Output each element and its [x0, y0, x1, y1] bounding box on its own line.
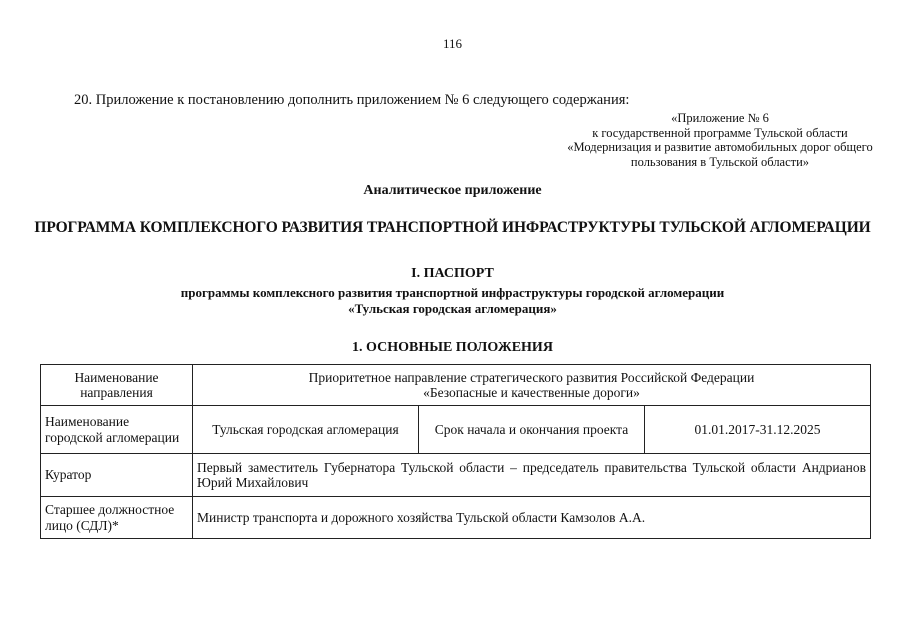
passport-table — [40, 364, 871, 539]
passport-subtitle — [0, 285, 905, 316]
appendix-reference — [560, 111, 880, 169]
row-label-senior-official: Старшее должностное лицо (СДЛ)* — [41, 497, 193, 539]
direction-value — [193, 365, 871, 406]
appendix-ref-line: к государственной программе Тульской области — [592, 125, 848, 140]
passport-title: I. ПАСПОРТ — [411, 266, 494, 281]
program-title: ПРОГРАММА КОМПЛЕКСНОГО РАЗВИТИЯ ТРАНСПОРТНОЙ ИНФРАСТРУКТУРЫ ТУЛЬСКОЙ АГЛОМЕРАЦИИ — [34, 219, 871, 236]
page-number: 116 — [442, 36, 463, 51]
table-row — [41, 406, 871, 454]
table-row — [41, 365, 871, 406]
section-title: 1. ОСНОВНЫЕ ПОЛОЖЕНИЯ — [352, 340, 553, 355]
passport-subtitle-line: «Тульская городская агломерация» — [348, 300, 557, 316]
term-label: Срок начала и окончания проекта — [419, 406, 645, 454]
row-label-direction: Наименование направления — [41, 365, 193, 406]
curator-value: Первый заместитель Губернатора Тульской области – председатель правительства Тульской области Андрианов Юрий Михайлович — [193, 454, 871, 497]
row-label-agglomeration: Наименование городской агломерации — [41, 406, 193, 454]
row-label-curator: Куратор — [41, 454, 193, 497]
senior-official-value: Министр транспорта и дорожного хозяйства Тульской области Камзолов А.А. — [193, 497, 871, 539]
table-row — [41, 497, 871, 539]
analytic-appendix-title: Аналитическое приложение — [363, 183, 542, 198]
appendix-ref-line: пользования в Тульской области» — [630, 154, 810, 169]
direction-value-line: «Безопасные и качественные дороги» — [423, 385, 640, 400]
appendix-ref-line: «Модернизация и развитие автомобильных дорог общего — [567, 140, 873, 154]
intro-paragraph: 20. Приложение к постановлению дополнить приложением № 6 следующего содержания: — [74, 92, 630, 108]
passport-subtitle-line: программы комплексного развития транспортной инфраструктуры городской агломерации — [180, 285, 725, 300]
agglomeration-value: Тульская городская агломерация — [193, 406, 419, 454]
appendix-ref-line: «Приложение № 6 — [671, 111, 769, 125]
direction-value-line: Приоритетное направление стратегического развития Российской Федерации — [308, 369, 755, 385]
term-value: 01.01.2017-31.12.2025 — [645, 406, 871, 454]
table-row — [41, 454, 871, 497]
